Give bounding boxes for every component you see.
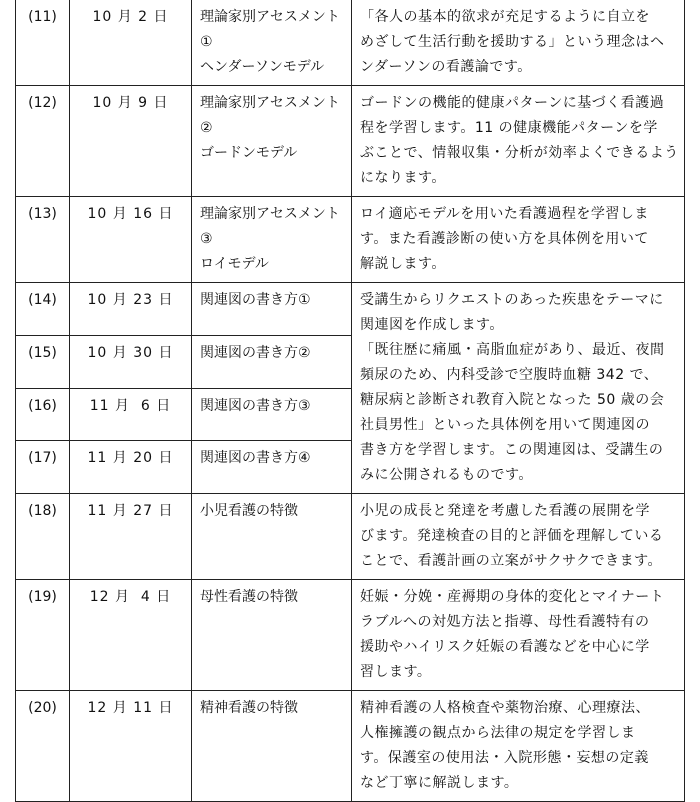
description-line: 援助やハイリスク妊娠の看護などを中心に学: [360, 639, 650, 655]
session-number: (19): [16, 580, 70, 691]
description-line: 受講生からリクエストのあった疾患をテーマに: [360, 292, 664, 308]
table-row: [16, 494, 685, 580]
session-description: [352, 197, 685, 283]
description-line: 人権擁護の観点から法律の規定を学習しま: [360, 725, 636, 741]
title-line: 関連図の書き方①: [200, 292, 311, 308]
session-description: [352, 0, 685, 86]
session-title: [192, 388, 352, 441]
session-number: (14): [16, 283, 70, 336]
session-description: [352, 86, 685, 197]
session-number: (11): [16, 0, 70, 86]
session-number: (13): [16, 197, 70, 283]
session-number: (16): [16, 388, 70, 441]
table-row: [16, 691, 685, 802]
description-line: びます。発達検査の目的と評価を理解している: [360, 528, 664, 544]
syllabus-table: [15, 0, 685, 802]
title-line: ③: [200, 231, 213, 247]
session-title: [192, 691, 352, 802]
description-line: 習します。: [360, 664, 432, 680]
session-title: [192, 86, 352, 197]
table-row: [16, 197, 685, 283]
session-number: (12): [16, 86, 70, 197]
title-line: 精神看護の特徴: [200, 700, 298, 716]
session-title: [192, 580, 352, 691]
title-line: 関連図の書き方②: [200, 344, 311, 361]
title-line: ①: [200, 34, 213, 50]
description-line: 「既往歴に痛風・高脂血症があり、最近、夜間: [360, 342, 665, 358]
table-row: [16, 86, 685, 197]
table-row: [16, 283, 685, 336]
session-date: 10 月 23 日: [70, 283, 192, 336]
title-line: 小児看護の特徴: [200, 503, 298, 519]
description-line: ゴードンの機能的健康パターンに基づく看護過: [360, 95, 665, 111]
title-line: 理論家別アセスメント: [200, 95, 340, 111]
session-title: [192, 494, 352, 580]
session-description-merged: [352, 283, 685, 494]
session-date: 12 月 4 日: [70, 580, 192, 691]
session-date: 11 月 20 日: [70, 441, 192, 494]
session-title: [192, 0, 352, 86]
description-line: す。また看護診断の使い方を具体例を用いて: [360, 231, 649, 247]
description-line: 妊娠・分娩・産褥期の身体的変化とマイナート: [360, 589, 665, 605]
session-date: 10 月 2 日: [70, 0, 192, 86]
session-description: [352, 691, 685, 802]
description-line: ことで、看護計画の立案がサクサクできます。: [360, 553, 662, 569]
table-row: [16, 580, 685, 691]
session-number: (15): [16, 335, 70, 388]
description-line: ロイ適応モデルを用いた看護過程を学習しま: [360, 206, 649, 222]
description-line: など丁寧に解説します。: [360, 775, 519, 791]
description-line: 書き方を学習します。この関連図は、受講生の: [360, 442, 664, 458]
description-line: 精神看護の人格検査や薬物治療、心理療法、: [360, 700, 650, 716]
description-line: めざして生活行動を援助する」という理念はヘ: [360, 34, 665, 50]
session-date: 10 月 30 日: [70, 335, 192, 388]
description-line: 小児の成長と発達を考慮した看護の展開を学: [360, 503, 650, 519]
session-number: (17): [16, 441, 70, 494]
session-title: [192, 335, 352, 388]
description-line: 程を学習します。11 の健康機能パターンを学: [360, 120, 658, 136]
title-line: ロイモデル: [200, 256, 269, 272]
session-date: 12 月 11 日: [70, 691, 192, 802]
session-number: (18): [16, 494, 70, 580]
description-line: になります。: [360, 170, 446, 186]
description-line: 社員男性」といった具体例を用いて関連図の: [360, 417, 650, 433]
session-title: [192, 197, 352, 283]
title-line: ②: [200, 120, 213, 136]
description-line: 関連図を作成します。: [360, 317, 504, 333]
title-line: 理論家別アセスメント: [200, 9, 340, 25]
title-line: ヘンダーソンモデル: [200, 59, 325, 75]
description-line: 解説します。: [360, 256, 446, 272]
title-line: 理論家別アセスメント: [200, 206, 340, 222]
session-date: 11 月 27 日: [70, 494, 192, 580]
description-line: 「各人の基本的欲求が充足するように自立を: [360, 9, 650, 25]
title-line: 関連図の書き方④: [200, 450, 311, 467]
session-date: 10 月 16 日: [70, 197, 192, 283]
session-description: [352, 494, 685, 580]
description-line: 頻尿のため、内科受診で空腹時血糖 342 で、: [360, 367, 659, 383]
table-row: [16, 0, 685, 86]
session-date: 11 月 6 日: [70, 388, 192, 441]
description-line: ラブルへの対処方法と指導、母性看護特有の: [360, 614, 650, 630]
title-line: ゴードンモデル: [200, 145, 298, 161]
description-line: 糖尿病と診断され教育入院となった 50 歳の会: [360, 392, 665, 408]
session-description: [352, 580, 685, 691]
description-line: みに公開されるものです。: [360, 467, 533, 483]
session-title: [192, 441, 352, 494]
description-line: ぶことで、情報収集・分析が効率よくできるよう: [360, 145, 679, 161]
session-date: 10 月 9 日: [70, 86, 192, 197]
description-line: す。保護室の使用法・入院形態・妄想の定義: [360, 750, 649, 766]
title-line: 母性看護の特徴: [200, 589, 298, 605]
title-line: 関連図の書き方③: [200, 397, 311, 414]
description-line: ンダーソンの看護論です。: [360, 59, 532, 75]
session-title: [192, 283, 352, 336]
session-number: (20): [16, 691, 70, 802]
